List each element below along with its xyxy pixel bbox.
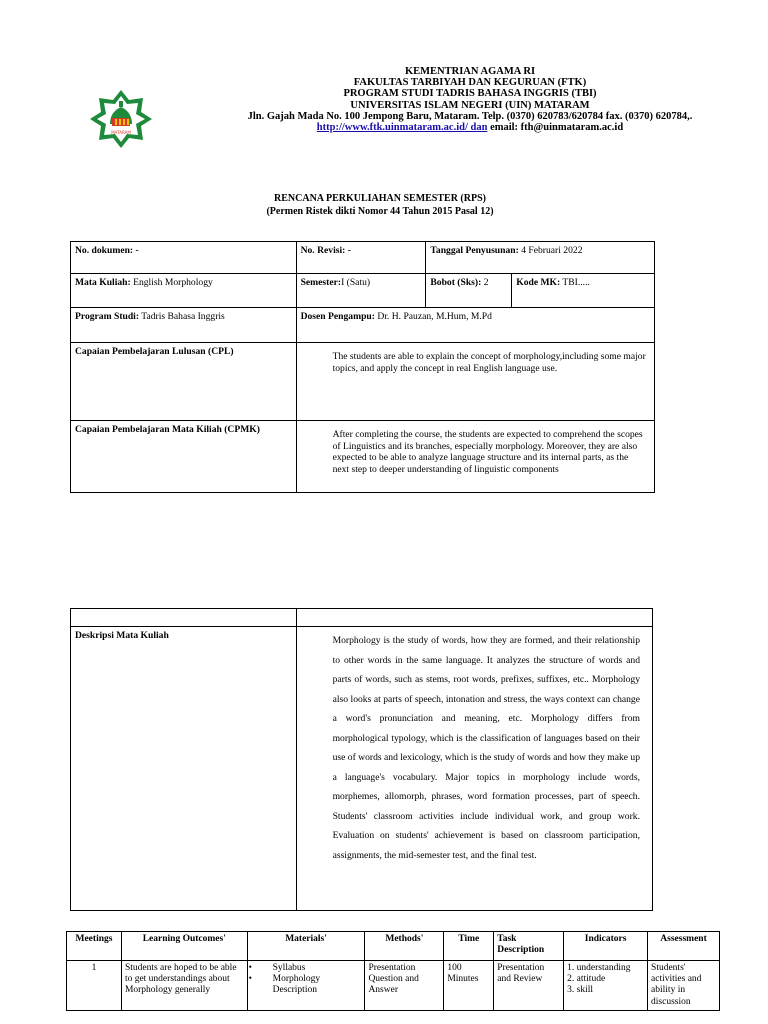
header-line: KEMENTRIAN AGAMA RI: [404, 66, 536, 77]
cpl-text: The students are able to explain the concept of morphology,including some major topics, and apply the concept in real English language use.: [296, 343, 654, 421]
course-cell: [71, 274, 297, 308]
lecturer-value: Dr. H. Pauzan, M.Hum, M.Pd: [374, 311, 492, 322]
empty-cell: [296, 609, 652, 627]
header-line: UNIVERSITAS ISLAM NEGERI (UIN) MATARAM: [350, 99, 590, 111]
contact-line: [210, 122, 730, 133]
col-header-outcomes: Learning Outcomes': [121, 932, 247, 961]
list-item: • Morphology Description: [261, 974, 362, 996]
sks-value: 2: [481, 277, 489, 288]
list-item: 2. attitude: [567, 974, 606, 985]
website-link[interactable]: http://www.ftk.uinmataram.ac.id/ dan: [316, 122, 488, 134]
email-text: email: fth@uinmataram.ac.id: [487, 122, 624, 134]
cpmk-label: Capaian Pembelajaran Mata Kiliah (CPMK): [71, 421, 297, 493]
meeting-number: 1: [67, 961, 122, 1011]
col-header-meetings: Meetings: [67, 932, 122, 961]
program-cell: [71, 308, 297, 343]
course-description-table: [70, 608, 653, 911]
date-cell: [426, 242, 655, 274]
header-line: PROGRAM STUDI TADRIS BAHASA INGGRIS (TBI): [343, 88, 597, 100]
col-header-assessment: Assessment: [648, 932, 720, 961]
assessment-cell: Students' activities and ability in discussion: [648, 961, 720, 1011]
semester-value: I (Satu): [341, 277, 371, 288]
program-value: Tadris Bahasa Inggris: [139, 311, 225, 322]
date-label: Tanggal Penyusunan:: [430, 245, 519, 256]
subtitle-line: (Permen Ristek dikti Nomor 44 Tahun 2015 Pasal 12): [266, 206, 494, 217]
cpl-label: Capaian Pembelajaran Lulusan (CPL): [71, 343, 297, 421]
course-code-cell: [512, 274, 655, 308]
materials-list: [251, 963, 362, 997]
methods-cell: Presentation Question and Answer: [365, 961, 444, 1011]
uin-mataram-logo: [88, 88, 154, 150]
logo-text: MATARAM: [111, 130, 131, 135]
learning-outcome: Students are hoped to be able to get understandings about Morphology generally: [121, 961, 247, 1011]
task-cell: Presentation and Review: [494, 961, 564, 1011]
header-line: FAKULTAS TARBIYAH DAN KEGURUAN (FTK): [353, 77, 587, 89]
institution-header: [210, 66, 730, 133]
time-cell: 100 Minutes: [444, 961, 494, 1011]
col-header-methods: Methods': [365, 932, 444, 961]
doc-number-cell: No. dokumen: -: [71, 242, 297, 274]
schedule-table: [66, 931, 720, 1011]
title-line: RENCANA PERKULIAHAN SEMESTER (RPS): [274, 193, 486, 204]
course-value: English Morphology: [130, 277, 213, 288]
program-label: Program Studi:: [75, 311, 140, 322]
document-title: [180, 192, 580, 218]
date-value: 4 Februari 2022: [518, 245, 583, 256]
description-label: Deskripsi Mata Kuliah: [71, 627, 297, 911]
list-item: 3. skill: [567, 985, 594, 996]
table-row: [67, 961, 720, 1011]
course-label: Mata Kuliah:: [75, 277, 131, 288]
col-header-time: Time: [444, 932, 494, 961]
lecturer-label: Dosen Pengampu:: [300, 311, 375, 322]
address-line: Jln. Gajah Mada No. 100 Jempong Baru, Mataram. Telp. (0370) 620783/620784 fax. (0370) 620784,.: [247, 110, 693, 122]
sks-cell: [426, 274, 512, 308]
description-text: Morphology is the study of words, how they are formed, and their relationship to other words in the same language. It analyzes the structure of words and parts of words, such as stems, root words, prefixes, suffixes, etc.. Morphology also looks at parts of speech, intonation and stress, the ways context can change a word's pronunciation and meaning, etc. Morphology differs from morphological typology, which is the classification of languages based on their use of words and lexicology, which is the study of words and how they make up a language's vocabulary. Major topics in morphology include words, morphemes, allomorph, phrases, word formation processes, part of speech. Students' classroom activities include individual work, and group work. Evaluation on students' achievement is based on classroom participation, assignments, the mid-semester test, and the final test.: [296, 627, 652, 911]
col-header-materials: Materials': [247, 932, 365, 961]
code-label: Kode MK:: [516, 277, 561, 288]
indicators-cell: [564, 961, 648, 1011]
col-header-indicators: Indicators: [564, 932, 648, 961]
materials-cell: [247, 961, 365, 1011]
code-value: TBI.....: [560, 277, 590, 288]
cpmk-text: After completing the course, the students are expected to comprehend the scopes of Linguistics and its branches, especially morphology. Moreover, they are also expected to be able to analyze language structure and its internal parts, as the next step to deeper understanding of linguistic components: [296, 421, 654, 493]
sks-label: Bobot (Sks):: [430, 277, 482, 288]
list-item: 1. understanding: [567, 963, 631, 973]
revision-cell: No. Revisi: -: [296, 242, 426, 274]
lecturer-cell: [296, 308, 654, 343]
col-header-task: Task Description: [494, 932, 564, 961]
list-item: • Syllabus: [261, 963, 362, 974]
course-info-table: [70, 241, 655, 493]
semester-label: Semester:: [300, 277, 342, 288]
semester-cell: [296, 274, 426, 308]
empty-cell: [71, 609, 297, 627]
